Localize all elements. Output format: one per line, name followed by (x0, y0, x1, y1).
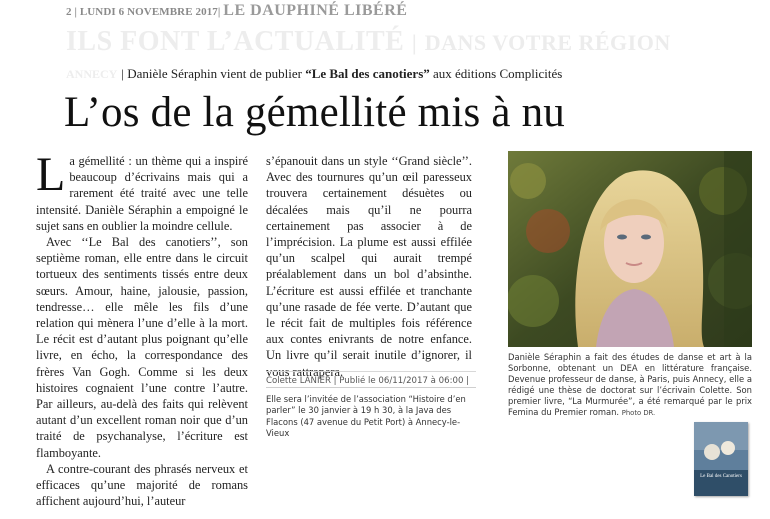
newspaper-name: LE DAUPHINÉ LIBÉRÉ (223, 2, 408, 19)
page-date: 2 | LUNDI 6 NOVEMBRE 2017 (66, 6, 218, 18)
page-header (66, 2, 407, 20)
headline: L’os de la gémellité mis à nu (64, 89, 565, 136)
section-title: ILS FONT L’ACTUALITÉ (66, 26, 405, 57)
kicker-book-title: “Le Bal des canotiers” (305, 66, 430, 81)
kicker-text-before: Danièle Séraphin vient de publier (127, 66, 302, 81)
caption-text: Danièle Séraphin a fait des études de danse et art à la Sorbonne, obtenant un DEA en littérature française. Devenue professeur de danse, à Paris, puis Annecy, elle a rédigé une thèse de doctorat sur l’écrivain Colette. Son premier livre, “La Murmurée”, a été remarqué par le prix Femina du Premier roman. (508, 352, 752, 417)
section-separator: | (411, 30, 418, 55)
article-paragraph: A contre-courant des phrasés nerveux et efficaces qu’une majorité de romans affichent aujourd’hui, l’auteur (36, 461, 248, 509)
article-paragraph: Avec ‘‘Le Bal des canotiers’’, son septième roman, elle entre dans le circuit tortueux des sentiments tissés entre deux sœurs. Amour, haine, jalousie, passion, tendresse… elle mêle les fils d’une relation qui mènera l’une d’elle à la mort. Le récit est d’autant plus poignant qu’elle livre, en écho, la correspondance des frères Van Gogh. Comme si les deux histoires cognaient l’une contre l’autre. Par ailleurs, au-delà des faits qui relèvent autant d’un excellent roman noir que d’un traité de psychanalyse, l’écriture est flamboyante. (36, 235, 248, 460)
invitation-note: Elle sera l’invitée de l’association “Histoire d’en parler” le 30 janvier à 19 h 30, à la Java des Flacons (47 avenue du Petit Port) à Annecy-le-Vieux (266, 394, 466, 439)
photo-caption (508, 352, 752, 419)
divider (266, 387, 476, 388)
header-separator: | (217, 6, 221, 18)
book-cover-title: Le Bal des Canotiers (700, 474, 742, 479)
article-paragraph: s’épanouit dans un style ‘‘Grand siècle’’. Avec des tournures qu’un œil paresseux trouvera certainement désuètes ou décalées mais qu’il ne pourra certainement pas associer à de l’imprécision. La plume est aussi effilée qu’un scalpel qui aurait trempé préalablement dans un bol d’absinthe. L’écriture est aussi effilée et tranchante qu’une rasade de fée verte. D’autant que le récit fait de multiples fois référence aux contes enivrants de notre enfance. Un livre qu’il serait inutile d’ignorer, il vous rattrapera. (266, 154, 472, 379)
article-column-2 (266, 153, 472, 380)
drop-cap: L (36, 148, 66, 201)
author-photo (508, 151, 752, 347)
photo-credit: Photo DR. (621, 409, 656, 417)
byline: Colette LANIER | Publié le 06/11/2017 à 06:00 | (266, 371, 476, 386)
portrait-illustration (508, 151, 752, 347)
section-banner (66, 26, 671, 58)
kicker-separator: | (121, 66, 124, 81)
article-paragraph (36, 148, 248, 234)
book-cover-image (694, 422, 748, 496)
kicker-location: ANNECY (66, 67, 118, 81)
kicker (66, 66, 562, 82)
paragraph-text: a gémellité : un thème qui a inspiré beaucoup d’écrivains mais qui a rarement été traité avec une telle intensité. Danièle Séraphin a empoigné le sujet sans en oublier la moindre cellule. (36, 154, 248, 233)
article-column-1 (36, 148, 248, 509)
kicker-text-after: aux éditions Complicités (433, 66, 563, 81)
book-cover-painting (694, 422, 748, 496)
section-subtitle: DANS VOTRE RÉGION (424, 30, 671, 55)
